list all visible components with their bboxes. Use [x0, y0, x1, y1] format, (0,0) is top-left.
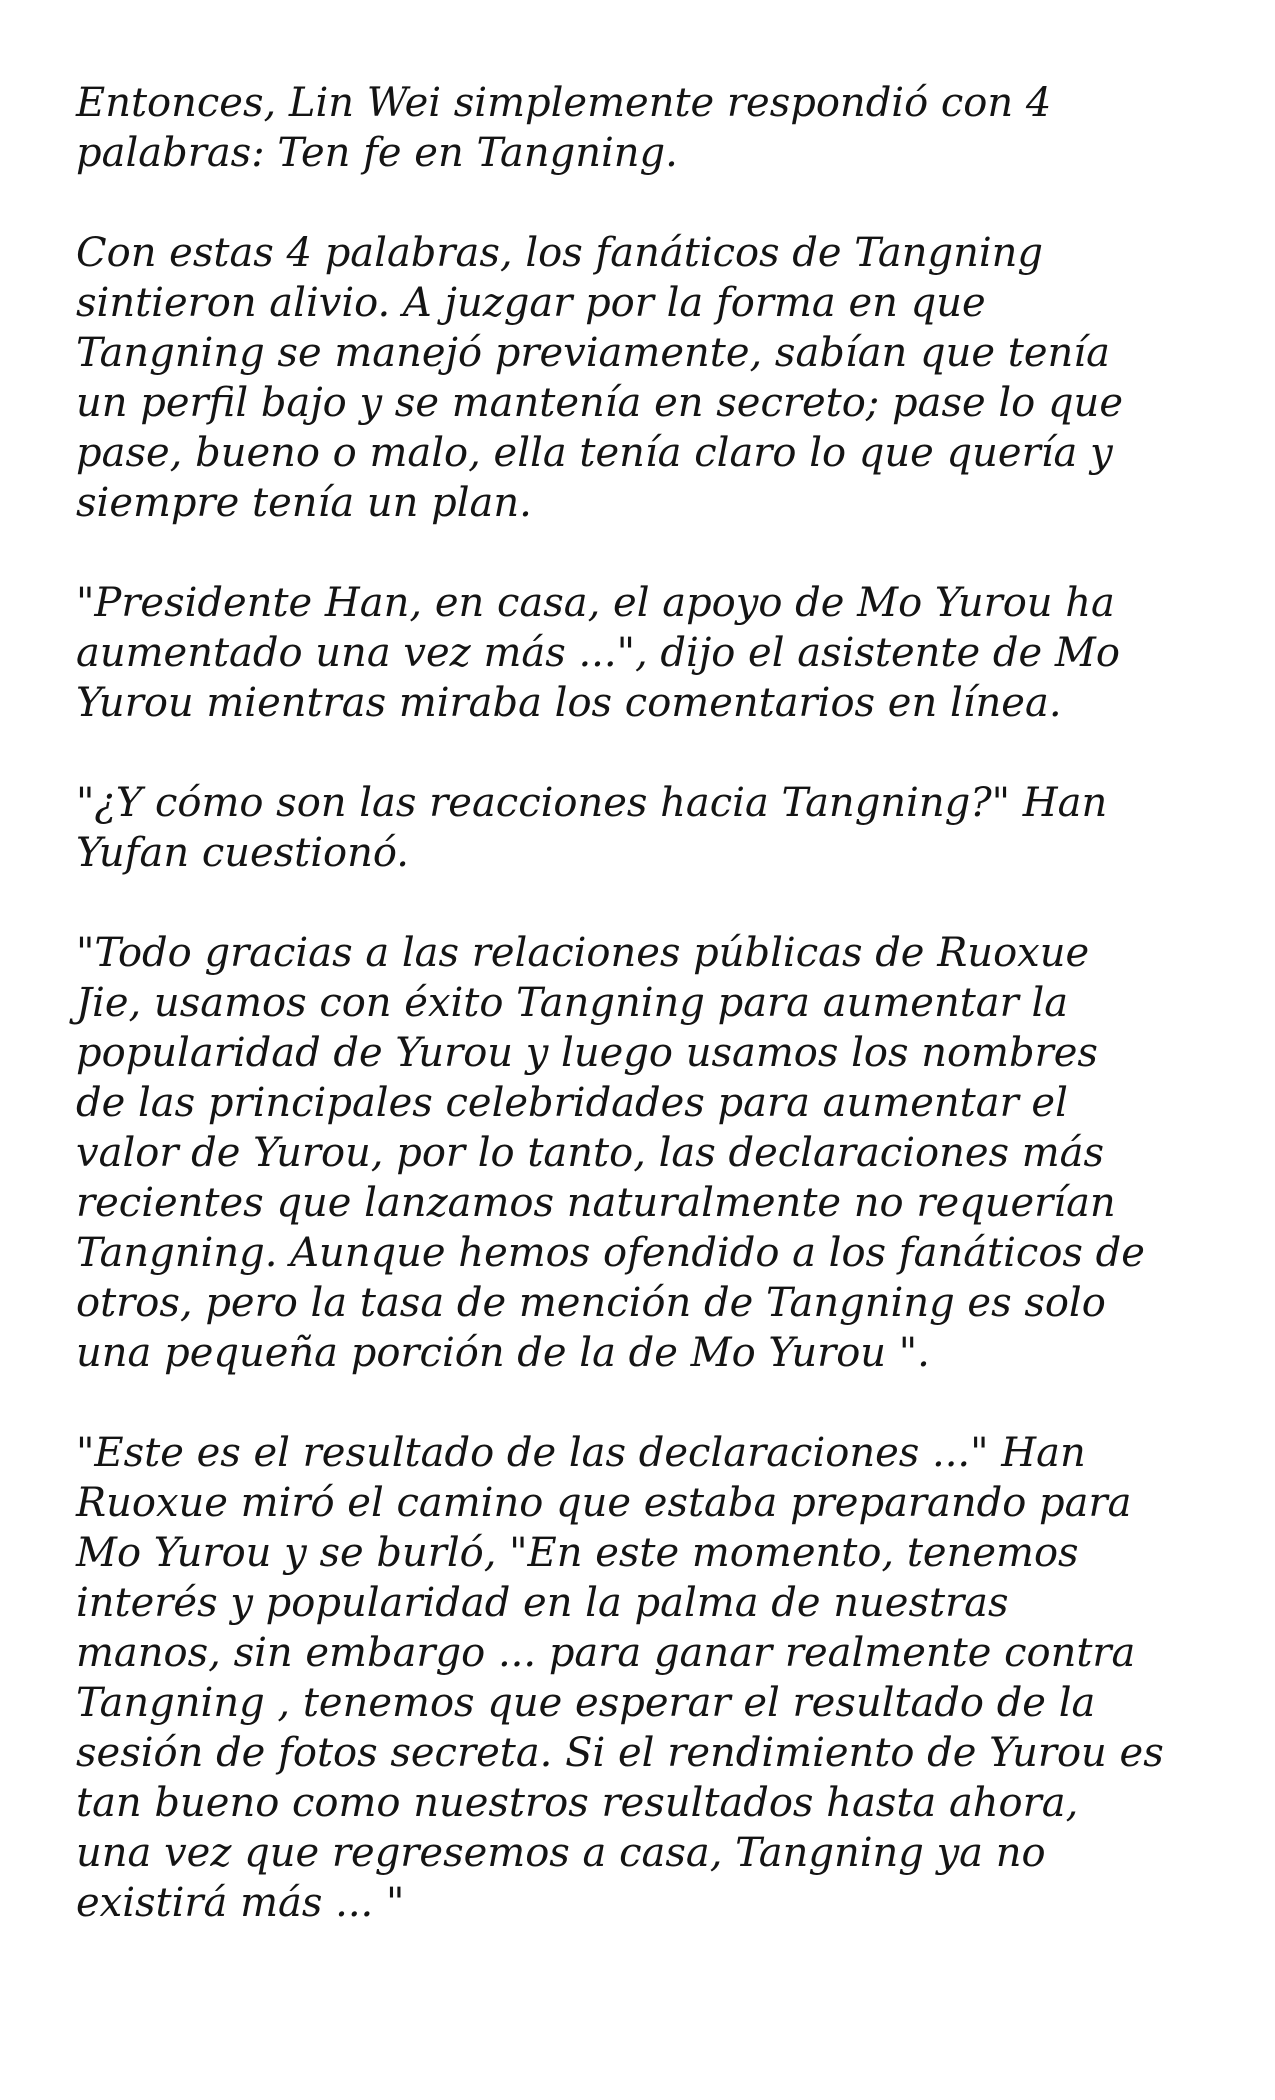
- text-line: Mo Yurou y se burló, "En este momento, tenemos: [76, 1530, 1079, 1576]
- text-line: Tangning se manejó previamente, sabían que tenía: [76, 330, 1110, 376]
- text-line: interés y popularidad en la palma de nuestras: [76, 1580, 1009, 1626]
- text-line: Tangning. Aunque hemos ofendido a los fanáticos de: [76, 1230, 1145, 1276]
- text-line: sintieron alivio. A juzgar por la forma en que: [76, 280, 986, 326]
- text-line: Yufan cuestionó.: [76, 830, 409, 876]
- paragraph-3: [76, 578, 1215, 728]
- text-line: siempre tenía un plan.: [76, 480, 532, 526]
- text-line: tan bueno como nuestros resultados hasta ahora,: [76, 1780, 1079, 1826]
- paragraph-6: [76, 1428, 1215, 1928]
- text-line: pase, bueno o malo, ella tenía claro lo que quería y: [76, 430, 1113, 476]
- text-line: Entonces, Lin Wei simplemente respondió con 4: [76, 80, 1052, 126]
- text-line: valor de Yurou, por lo tanto, las declaraciones más: [76, 1130, 1105, 1176]
- paragraph-5: [76, 928, 1215, 1378]
- paragraph-1: [76, 78, 1215, 178]
- text-line: popularidad de Yurou y luego usamos los nombres: [76, 1030, 1098, 1076]
- text-line: "Este es el resultado de las declaraciones ..." Han: [76, 1430, 1086, 1476]
- text-line: Ruoxue miró el camino que estaba preparando para: [76, 1480, 1132, 1526]
- paragraph-2: [76, 228, 1215, 528]
- paragraph-4: [76, 778, 1215, 878]
- text-line: existirá más ... ": [76, 1880, 405, 1926]
- text-line: palabras: Ten fe en Tangning.: [76, 130, 678, 176]
- text-line: "Todo gracias a las relaciones públicas de Ruoxue: [76, 930, 1090, 976]
- text-line: aumentado una vez más ...", dijo el asistente de Mo: [76, 630, 1120, 676]
- text-line: una pequeña porción de la de Mo Yurou ".: [76, 1330, 930, 1376]
- text-line: sesión de fotos secreta. Si el rendimiento de Yurou es: [76, 1730, 1164, 1776]
- text-line: Con estas 4 palabras, los fanáticos de Tangning: [76, 230, 1043, 276]
- text-line: "Presidente Han, en casa, el apoyo de Mo Yurou ha: [76, 580, 1115, 626]
- text-line: recientes que lanzamos naturalmente no requerían: [76, 1180, 1116, 1226]
- text-line: otros, pero la tasa de mención de Tangning es solo: [76, 1280, 1106, 1326]
- text-line: Tangning , tenemos que esperar el resultado de la: [76, 1680, 1096, 1726]
- text-line: una vez que regresemos a casa, Tangning ya no: [76, 1830, 1046, 1876]
- text-line: Yurou mientras miraba los comentarios en línea.: [76, 680, 1062, 726]
- text-line: manos, sin embargo ... para ganar realmente contra: [76, 1630, 1136, 1676]
- text-line: "¿Y cómo son las reacciones hacia Tangning?" Han: [76, 780, 1108, 826]
- text-line: de las principales celebridades para aumentar el: [76, 1080, 1068, 1126]
- text-line: un perfil bajo y se mantenía en secreto; pase lo que: [76, 380, 1123, 426]
- text-line: Jie, usamos con éxito Tangning para aumentar la: [76, 980, 1069, 1026]
